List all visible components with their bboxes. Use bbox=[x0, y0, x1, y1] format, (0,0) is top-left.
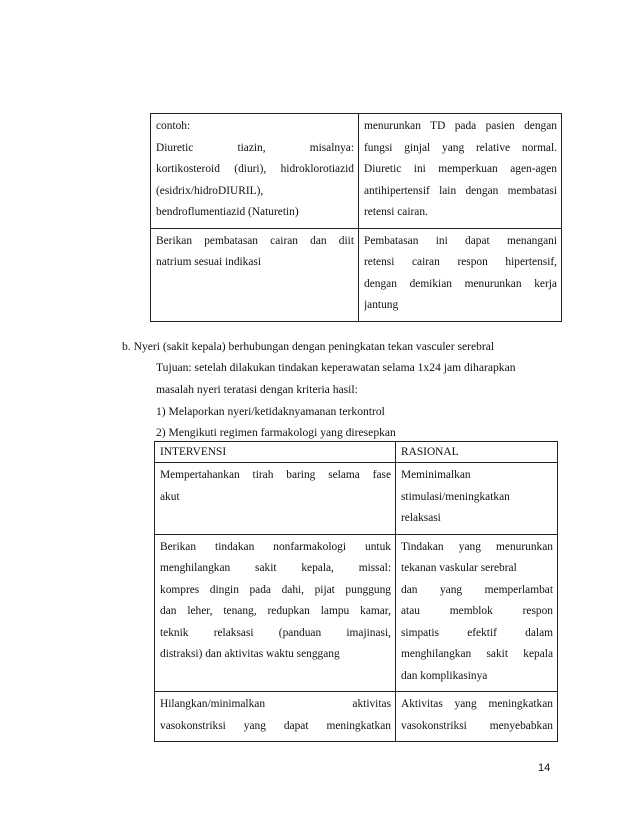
text-line: dengan demikian menurunkan kerja bbox=[364, 277, 557, 290]
table-row bbox=[155, 692, 558, 742]
text-line: retensi cairan. bbox=[364, 206, 428, 218]
table-cell-intervention bbox=[151, 114, 359, 229]
text-line: Aktivitas yang meningkatkan bbox=[401, 698, 553, 710]
table-cell-rationale bbox=[359, 228, 562, 321]
table-header-rationale: RASIONAL bbox=[396, 442, 558, 463]
criteria-item: 2) Mengikuti regimen farmakologi yang diresepkan bbox=[156, 426, 396, 439]
intervention-table-continued bbox=[150, 113, 562, 322]
text-line: antihipertensif lain dengan membatasi bbox=[364, 184, 557, 197]
text-line: vasokonstriksi menyebabkan bbox=[401, 719, 553, 732]
text-line: Pembatasan ini dapat menangani bbox=[364, 234, 557, 247]
table-cell-intervention bbox=[155, 692, 396, 742]
text-line: (esidrix/hidroDIURIL), bbox=[156, 184, 264, 197]
table-cell-intervention bbox=[151, 228, 359, 321]
text-line: natrium sesuai indikasi bbox=[156, 256, 262, 268]
text-line: retensi cairan respon hipertensif, bbox=[364, 256, 557, 268]
table-cell-rationale bbox=[396, 534, 558, 692]
text-line: relaksasi bbox=[401, 512, 441, 524]
text-line: menurunkan TD pada pasien dengan bbox=[364, 120, 557, 132]
text-line: menghilangkan sakit kepala bbox=[401, 648, 553, 660]
text-line: kortikosteroid (diuri), hidroklorotiazid bbox=[156, 163, 354, 175]
text-line: vasokonstriksi yang dapat meningkatkan bbox=[160, 719, 391, 732]
table-row bbox=[151, 228, 562, 321]
text-line: Hilangkan/minimalkan aktivitas bbox=[160, 698, 391, 710]
goal-text: masalah nyeri teratasi dengan kriteria hasil: bbox=[156, 383, 358, 396]
text-line: Diuretic tiazin, misalnya: bbox=[156, 141, 354, 154]
text-line: stimulasi/meningkatkan bbox=[401, 490, 510, 503]
text-line: jantung bbox=[364, 299, 399, 311]
text-line: Mempertahankan tirah baring selama fase bbox=[160, 469, 391, 481]
text-line: contoh: bbox=[156, 120, 191, 132]
text-line: Diuretic ini memperkuan agen-agen bbox=[364, 163, 557, 175]
text-line: Tindakan yang menurunkan bbox=[401, 540, 553, 553]
text-line: Berikan pembatasan cairan dan diit bbox=[156, 234, 354, 247]
text-line: atau memblok respon bbox=[401, 605, 553, 617]
table-row bbox=[155, 534, 558, 692]
table-row bbox=[155, 463, 558, 535]
text-line: teknik relaksasi (panduan imajinasi, bbox=[160, 626, 391, 639]
text-line: distraksi) dan aktivitas waktu senggang bbox=[160, 648, 340, 660]
intervention-table bbox=[154, 441, 558, 742]
table-header-row bbox=[155, 442, 558, 463]
text-line: kompres dingin pada dahi, pijat punggung bbox=[160, 583, 391, 596]
text-line: fungsi ginjal yang relative normal. bbox=[364, 141, 557, 154]
text-line: dan komplikasinya bbox=[401, 669, 488, 682]
text-line: Berikan tindakan nonfarmakologi untuk bbox=[160, 540, 391, 553]
table-cell-intervention bbox=[155, 534, 396, 692]
text-line: bendroflumentiazid (Naturetin) bbox=[156, 206, 299, 218]
table-cell-rationale bbox=[396, 463, 558, 535]
table-row bbox=[151, 114, 562, 229]
text-line: akut bbox=[160, 490, 180, 503]
criteria-item: 1) Melaporkan nyeri/ketidaknyamanan terkontrol bbox=[156, 405, 385, 418]
text-line: tekanan vaskular serebral bbox=[401, 562, 517, 574]
text-line: simpatis efektif dalam bbox=[401, 626, 553, 639]
table-cell-intervention bbox=[155, 463, 396, 535]
table-header-intervention: INTERVENSI bbox=[155, 442, 396, 463]
text-line: menghilangkan sakit kepala, missal: bbox=[160, 562, 391, 574]
text-line: Meminimalkan bbox=[401, 469, 471, 481]
table-cell-rationale bbox=[359, 114, 562, 229]
text-line: dan leher, tenang, redupkan lampu kamar, bbox=[160, 605, 391, 617]
page-number: 14 bbox=[538, 762, 551, 774]
diagnosis-heading: b. Nyeri (sakit kepala) berhubungan dengan peningkatan tekan vasculer serebral bbox=[122, 340, 495, 353]
table-cell-rationale bbox=[396, 692, 558, 742]
text-line: dan yang memperlambat bbox=[401, 583, 553, 596]
goal-text: Tujuan: setelah dilakukan tindakan keperawatan selama 1x24 jam diharapkan bbox=[156, 361, 516, 374]
